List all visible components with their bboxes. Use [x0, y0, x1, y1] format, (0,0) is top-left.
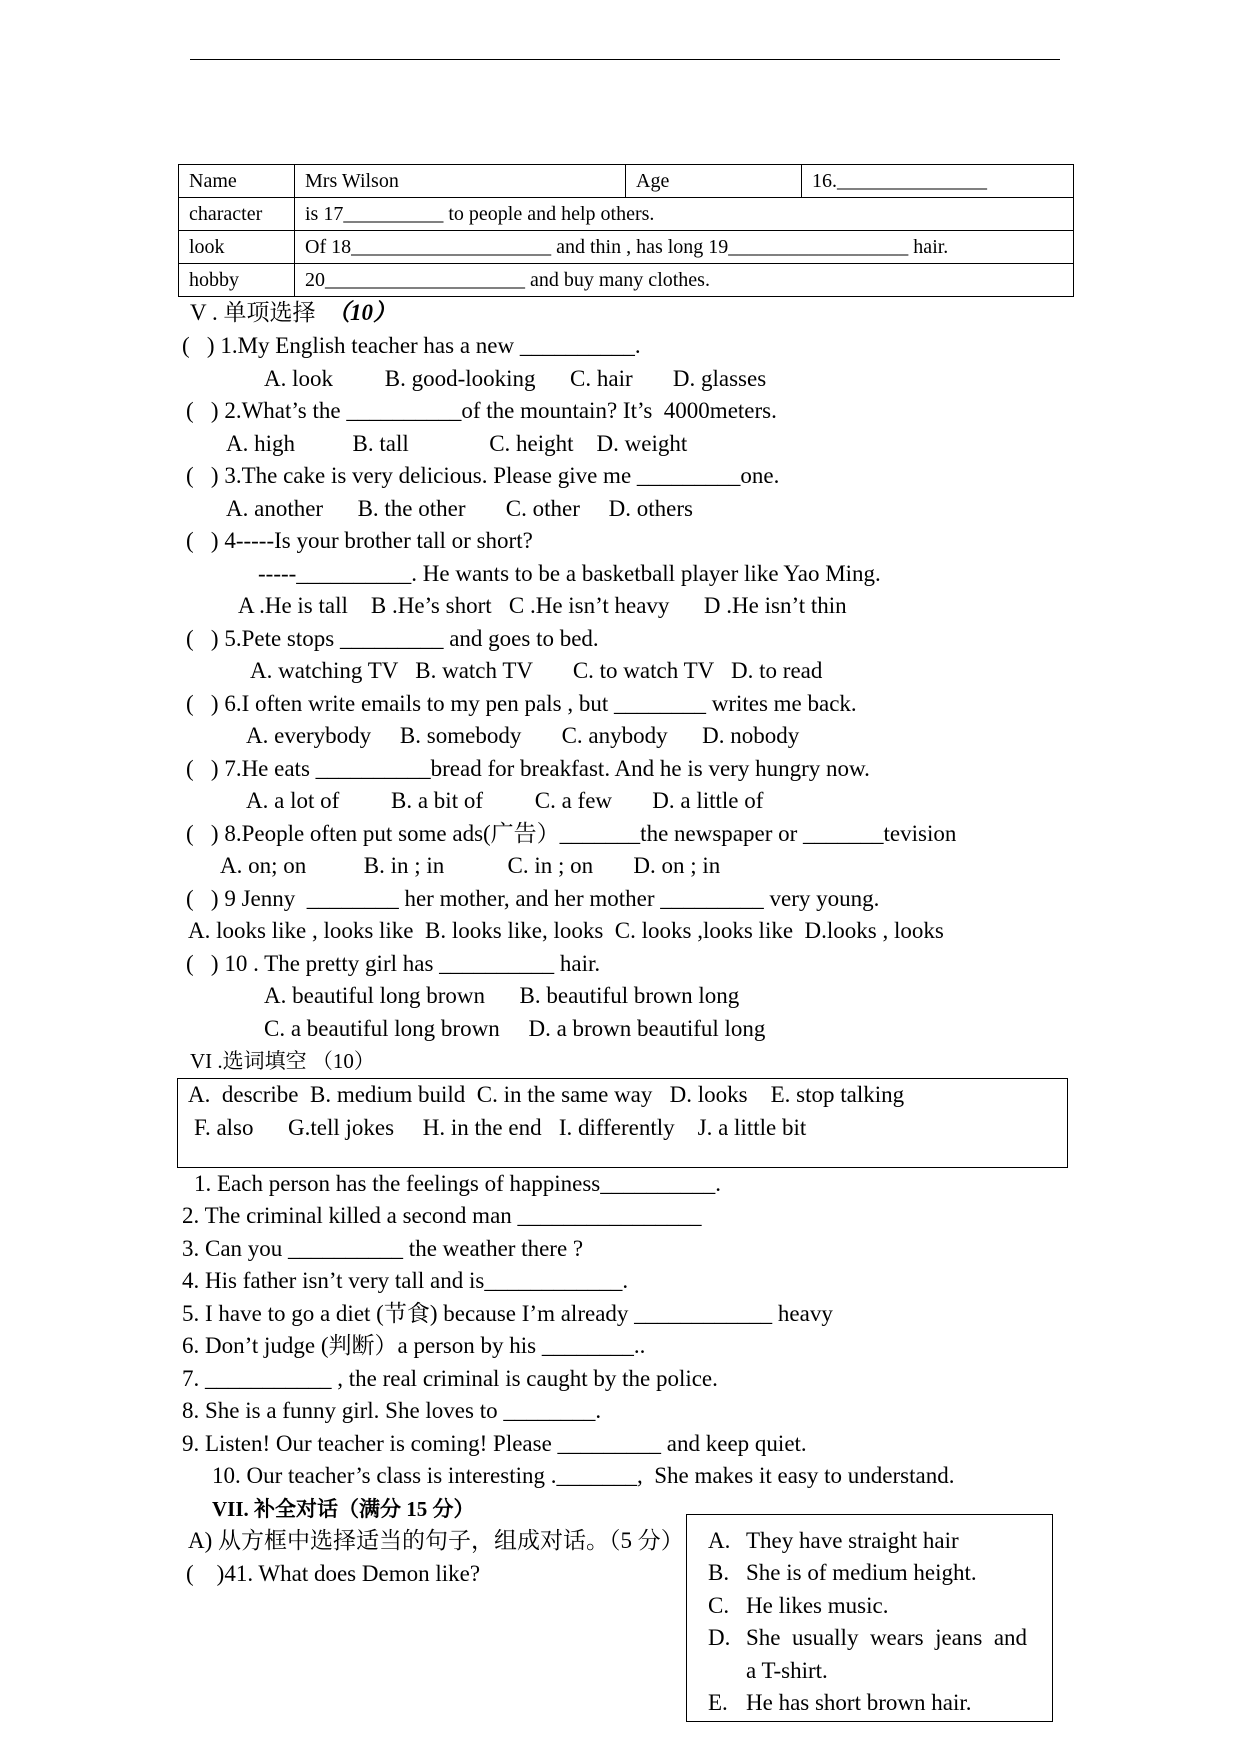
answer-option	[708, 1623, 1027, 1653]
question-line: -----__________. He wants to be a basketball player like Yao Ming.	[258, 561, 881, 586]
question-line: ( ) 7.He eats __________bread for breakfast. And he is very hungry now.	[186, 756, 870, 781]
fill-line: 4. His father isn’t very tall and is____________.	[182, 1268, 629, 1293]
section-title: VI .选词填空 （10）	[190, 1049, 375, 1073]
table-row	[179, 264, 1074, 297]
fill-line: 9. Listen! Our teacher is coming! Please _________ and keep quiet.	[182, 1431, 807, 1456]
option-line: A. another B. the other C. other D. others	[226, 496, 693, 521]
answer-option	[708, 1526, 959, 1556]
section-title: VII. 补全对话（满分 15 分）	[212, 1497, 475, 1521]
section-title	[190, 298, 396, 328]
fill-line: 8. She is a funny girl. She loves to ________.	[182, 1398, 602, 1423]
answer-option	[708, 1591, 888, 1621]
cell-value: Of 18____________________ and thin , has long 19__________________ hair.	[295, 231, 1074, 264]
answer-option	[708, 1656, 828, 1686]
option-line: A. a lot of B. a bit of C. a few D. a little of	[246, 788, 764, 813]
option-text: She is of medium height.	[746, 1560, 977, 1585]
option-text: He likes music.	[746, 1593, 889, 1618]
cell-label: hobby	[179, 264, 295, 297]
table-row	[179, 198, 1074, 231]
answer-option	[708, 1688, 972, 1718]
option-line: A. everybody B. somebody C. anybody D. nobody	[246, 723, 800, 748]
option-line: A. watching TV B. watch TV C. to watch TV D. to read	[250, 658, 823, 683]
word-bank-line: A. describe B. medium build C. in the same way D. looks E. stop talking	[188, 1082, 905, 1107]
question-line: ( ) 5.Pete stops _________ and goes to bed.	[186, 626, 599, 651]
fill-line: 6. Don’t judge (判断）a person by his ________..	[182, 1333, 646, 1358]
question-line: ( ) 1.My English teacher has a new __________.	[182, 333, 641, 358]
option-text: She usually wears jeans and	[746, 1625, 1028, 1650]
question-line: ( ) 3.The cake is very delicious. Please give me _________one.	[186, 463, 780, 488]
fill-line: 1. Each person has the feelings of happiness__________.	[194, 1171, 721, 1196]
question-line: ( ) 2.What’s the __________of the mountain? It’s 4000meters.	[186, 398, 777, 423]
question-line: ( ) 8.People often put some ads(广告）_______the newspaper or _______tevision	[186, 821, 957, 846]
question-line: ( ) 10 . The pretty girl has __________ hair.	[186, 951, 601, 976]
cell-value: is 17__________ to people and help others.	[295, 198, 1074, 231]
option-text: He has short brown hair.	[746, 1690, 972, 1715]
option-line: A. on; on B. in ; in C. in ; on D. on ; in	[220, 853, 721, 878]
option-letter: A.	[708, 1528, 731, 1553]
answer-option	[708, 1558, 977, 1588]
option-line: C. a beautiful long brown D. a brown beautiful long	[264, 1016, 766, 1041]
cell-label: look	[179, 231, 295, 264]
option-letter: D.	[708, 1625, 731, 1650]
option-letter: C.	[708, 1593, 730, 1618]
fill-line: 3. Can you __________ the weather there ?	[182, 1236, 584, 1261]
option-line: A. look B. good-looking C. hair D. glasses	[264, 366, 767, 391]
question-line: ( ) 4-----Is your brother tall or short?	[186, 528, 533, 553]
cell-label: character	[179, 198, 295, 231]
info-table	[178, 164, 1074, 297]
section-title-text: V . 单项选择	[190, 300, 316, 325]
option-letter: B.	[708, 1560, 730, 1585]
instruction-line: A) 从方框中选择适当的句子，组成对话。（5 分）	[188, 1528, 684, 1553]
fill-line: 10. Our teacher’s class is interesting ._______, She makes it easy to understand.	[212, 1463, 955, 1488]
word-bank-line: F. also G.tell jokes H. in the end I. differently J. a little bit	[194, 1115, 807, 1140]
cell-label: Name	[179, 165, 295, 198]
cell-value: Mrs Wilson	[295, 165, 626, 198]
option-text: They have straight hair	[746, 1528, 959, 1553]
table-row	[179, 165, 1074, 198]
cell-value: 16._______________	[802, 165, 1074, 198]
cell-value: 20____________________ and buy many clothes.	[295, 264, 1074, 297]
cell-label: Age	[626, 165, 802, 198]
fill-line: 5. I have to go a diet (节食) because I’m already ____________ heavy	[182, 1301, 833, 1326]
header-rule	[190, 59, 1060, 60]
option-line: A. high B. tall C. height D. weight	[226, 431, 688, 456]
question-line: ( ) 6.I often write emails to my pen pals , but ________ writes me back.	[186, 691, 857, 716]
option-line: A. beautiful long brown B. beautiful brown long	[264, 983, 740, 1008]
table-row	[179, 231, 1074, 264]
section-score: （10）	[326, 300, 396, 325]
question-line: ( )41. What does Demon like?	[186, 1561, 481, 1586]
fill-line: 7. ___________ , the real criminal is caught by the police.	[182, 1366, 718, 1391]
option-line: A .He is tall B .He’s short C .He isn’t heavy D .He isn’t thin	[238, 593, 847, 618]
option-letter: E.	[708, 1690, 728, 1715]
option-line: A. looks like , looks like B. looks like, looks C. looks ,looks like D.looks , looks	[188, 918, 944, 943]
option-text: a T-shirt.	[746, 1658, 828, 1683]
fill-line: 2. The criminal killed a second man ________________	[182, 1203, 702, 1228]
question-line: ( ) 9 Jenny ________ her mother, and her mother _________ very young.	[186, 886, 880, 911]
